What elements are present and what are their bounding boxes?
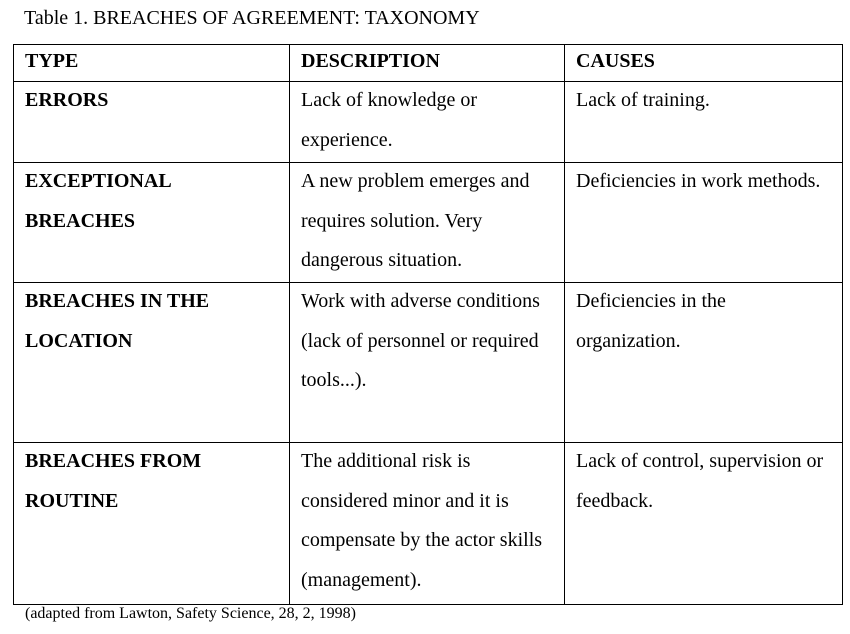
- type-text: BREACHES FROM ROUTINE: [25, 450, 202, 512]
- description-cell: [290, 283, 565, 443]
- header-type: TYPE: [14, 45, 290, 82]
- causes-text: Deficiencies in the organization.: [576, 290, 726, 352]
- table-caption: Table 1. BREACHES OF AGREEMENT: TAXONOMY: [24, 7, 480, 29]
- header-causes: CAUSES: [565, 45, 843, 82]
- description-text: Work with adverse conditions (lack of personnel or required tools...).: [301, 290, 540, 391]
- type-cell: [14, 283, 290, 443]
- description-cell: [290, 443, 565, 605]
- table-row: [14, 283, 843, 443]
- type-text: ERRORS: [25, 89, 109, 111]
- table-row: [14, 82, 843, 163]
- description-text: Lack of knowledge or experience.: [301, 89, 478, 151]
- causes-text: Lack of training.: [576, 89, 710, 111]
- causes-cell: [565, 163, 843, 283]
- causes-cell: [565, 283, 843, 443]
- type-cell: [14, 163, 290, 283]
- type-cell: [14, 82, 290, 163]
- causes-cell: [565, 443, 843, 605]
- source-footnote: (adapted from Lawton, Safety Science, 28, 2, 1998): [25, 605, 357, 622]
- description-cell: [290, 82, 565, 163]
- causes-cell: [565, 82, 843, 163]
- header-description: DESCRIPTION: [290, 45, 565, 82]
- table-header-row: [14, 45, 843, 82]
- description-text: A new problem emerges and requires solution. Very dangerous situation.: [301, 170, 530, 271]
- type-text: EXCEPTIONAL BREACHES: [25, 170, 171, 232]
- type-text: BREACHES IN THE LOCATION: [25, 290, 210, 352]
- causes-text: Lack of control, supervision or feedback.: [576, 450, 824, 512]
- causes-text: Deficiencies in work methods.: [576, 170, 821, 192]
- table-row: [14, 443, 843, 605]
- type-cell: [14, 443, 290, 605]
- description-cell: [290, 163, 565, 283]
- description-text: The additional risk is considered minor and it is compensate by the actor skills (management).: [301, 450, 543, 591]
- taxonomy-table: [13, 44, 843, 605]
- table-row: [14, 163, 843, 283]
